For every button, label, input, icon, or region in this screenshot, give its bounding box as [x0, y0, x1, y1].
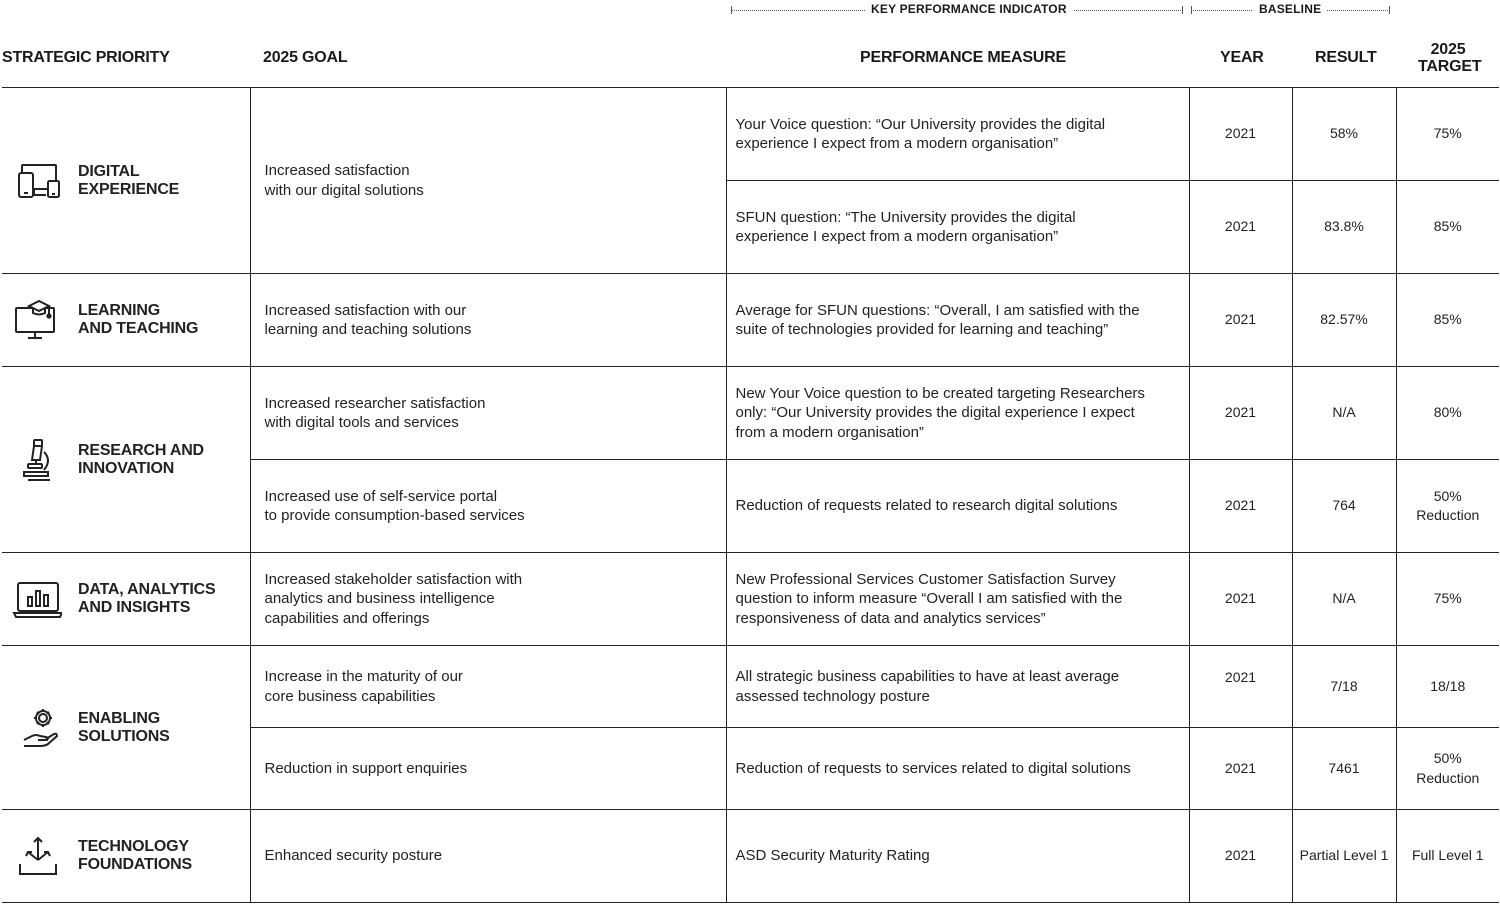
goal-cell: Increased satisfaction with our digital solutions	[250, 88, 726, 274]
table-row	[2, 646, 1499, 728]
goal-cell: Increase in the maturity of our core business capabilities	[250, 646, 726, 728]
target-cell: 80%	[1396, 367, 1499, 460]
goal-cell: Increased stakeholder satisfaction with analytics and business intelligence capabilities and offerings	[250, 553, 726, 646]
goal-cell: Increased researcher satisfaction with digital tools and services	[250, 367, 726, 460]
baseline-header-label: BASELINE	[1253, 2, 1327, 16]
result-cell: N/A	[1292, 553, 1396, 646]
monitor-graduation-cap-icon	[10, 298, 62, 342]
kpi-header-label: KEY PERFORMANCE INDICATOR	[865, 2, 1073, 16]
priority-cell	[2, 274, 250, 367]
year-cell: 2021	[1189, 367, 1292, 460]
year-cell: 2021	[1189, 274, 1292, 367]
priority-name: TECHNOLOGY FOUNDATIONS	[78, 838, 192, 873]
microscope-icon	[10, 438, 62, 482]
column-header-priority: STRATEGIC PRIORITY	[2, 49, 170, 66]
year-cell: 2021	[1189, 460, 1292, 553]
laptop-bar-chart-icon	[10, 577, 62, 621]
measure-cell: New Your Voice question to be created targeting Researchers only: “Our University provides the digital experience I expect from a modern organisation”	[726, 367, 1189, 460]
target-cell: 50% Reduction	[1396, 728, 1499, 810]
priority-cell	[2, 367, 250, 553]
result-cell: 83.8%	[1292, 181, 1396, 274]
result-cell: Partial Level 1	[1292, 810, 1396, 903]
goal-cell: Increased satisfaction with our learning and teaching solutions	[250, 274, 726, 367]
kpi-bracket-right	[1182, 6, 1183, 14]
year-cell: 2021	[1189, 88, 1292, 181]
year-cell: 2021	[1189, 181, 1292, 274]
table-row	[2, 274, 1499, 367]
goal-cell: Reduction in support enquiries	[250, 728, 726, 810]
target-cell: 75%	[1396, 88, 1499, 181]
result-cell: 82.57%	[1292, 274, 1396, 367]
measure-cell: Reduction of requests related to research digital solutions	[726, 460, 1189, 553]
target-cell: 85%	[1396, 181, 1499, 274]
year-cell: 2021	[1189, 553, 1292, 646]
priority-name: DATA, ANALYTICS AND INSIGHTS	[78, 581, 216, 616]
measure-cell: Average for SFUN questions: “Overall, I am satisfied with the suite of technologies provided for learning and teaching”	[726, 274, 1189, 367]
baseline-bracket-right	[1389, 6, 1390, 14]
arrows-tray-icon	[10, 834, 62, 878]
measure-cell: SFUN question: “The University provides the digital experience I expect from a modern organisation”	[726, 181, 1189, 274]
result-cell: 7/18	[1292, 646, 1396, 728]
table-row	[2, 367, 1499, 460]
priority-cell	[2, 810, 250, 903]
priority-cell	[2, 88, 250, 274]
measure-cell: Your Voice question: “Our University provides the digital experience I expect from a modern organisation”	[726, 88, 1189, 181]
measure-cell: All strategic business capabilities to have at least average assessed technology posture	[726, 646, 1189, 728]
target-cell: 18/18	[1396, 646, 1499, 728]
kpi-header-group	[731, 2, 1183, 18]
year-cell: 2021	[1189, 810, 1292, 903]
target-cell: 85%	[1396, 274, 1499, 367]
table-row	[2, 810, 1499, 903]
priority-name: ENABLING SOLUTIONS	[78, 709, 170, 745]
year-cell: 2021	[1189, 728, 1292, 810]
table-row	[2, 553, 1499, 646]
devices-icon	[10, 159, 62, 203]
gear-hand-icon	[10, 706, 62, 750]
result-cell: 58%	[1292, 88, 1396, 181]
baseline-header-group	[1191, 2, 1390, 18]
column-header-result: RESULT	[1315, 49, 1377, 66]
column-header-year: YEAR	[1220, 49, 1264, 66]
result-cell: 764	[1292, 460, 1396, 553]
goal-cell: Enhanced security posture	[250, 810, 726, 903]
priority-name: LEARNING AND TEACHING	[78, 302, 199, 337]
priority-name: DIGITAL EXPERIENCE	[78, 162, 180, 198]
year-cell: 2021	[1189, 646, 1292, 728]
goal-cell: Increased use of self-service portal to provide consumption-based services	[250, 460, 726, 553]
priority-name: RESEARCH AND INNOVATION	[78, 441, 204, 477]
target-cell: Full Level 1	[1396, 810, 1499, 903]
priority-cell	[2, 646, 250, 810]
column-header-measure: PERFORMANCE MEASURE	[860, 49, 1066, 66]
column-header-target: 2025 TARGET	[1418, 41, 1482, 75]
kpi-table	[2, 87, 1499, 903]
priority-cell	[2, 553, 250, 646]
measure-cell: ASD Security Maturity Rating	[726, 810, 1189, 903]
result-cell: N/A	[1292, 367, 1396, 460]
measure-cell: New Professional Services Customer Satisfaction Survey question to inform measure “Overall I am satisfied with the responsiveness of data and analytics services”	[726, 553, 1189, 646]
column-header-goal: 2025 GOAL	[263, 49, 348, 66]
table-row	[2, 88, 1499, 181]
result-cell: 7461	[1292, 728, 1396, 810]
target-cell: 50% Reduction	[1396, 460, 1499, 553]
target-cell: 75%	[1396, 553, 1499, 646]
measure-cell: Reduction of requests to services related to digital solutions	[726, 728, 1189, 810]
